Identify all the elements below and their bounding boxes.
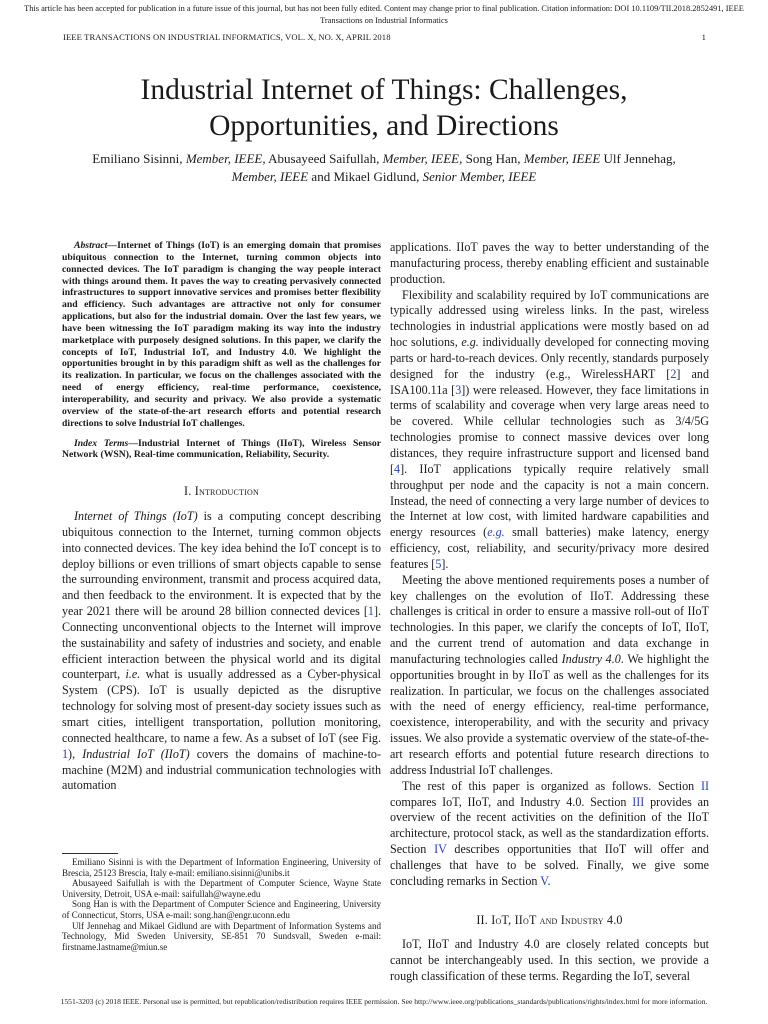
- title-line-2: Opportunities, and Directions: [209, 110, 559, 142]
- p4-text-c: provides an overview of the recent activities on the definition of the IIoT architecture, protocol stack, as well as the standardization efforts. Section: [390, 794, 709, 857]
- citation-link-5[interactable]: 5: [435, 556, 442, 571]
- section-link-5[interactable]: V: [540, 873, 548, 888]
- citation-link-4[interactable]: 4: [394, 461, 401, 476]
- footnote-2: Abusayeed Saifullah is with the Department of Computer Science, Wayne State University, Detroit, USA e-mail: saifullah@wayne.edu: [62, 878, 381, 899]
- p2-text-c: ] and ISA100.11a [: [390, 366, 709, 397]
- section-link-3[interactable]: III: [632, 794, 645, 809]
- intro-text-c: what is usually addressed as a Cyber-physical System (CPS). IoT is usually depicted as the disruptive technology for solving most of present-day society issues such as smart cities, intelligent transportation, pollution monitoring, connected healthcare, to name a few. As a subset of IoT (see Fig.: [62, 667, 381, 745]
- p2-text-e: ]. IIoT applications typically require relatively small throughput per node and the capacity is not a main concern. Instead, the need of connecting a very large number of devices to the Internet at low cost, with limited hardware capabilities and energy resources (: [390, 461, 709, 540]
- publication-notice: This article has been accepted for publication in a future issue of this journal, but has not been fully edited. Content may change prior to final publication. Citation information: DOI 10.1109/TII.2018.2852491, IEEE Transactions on Industrial Informatics: [24, 4, 744, 25]
- abstract-text: —Internet of Things (IoT) is an emerging domain that promises ubiquitous connection to the Internet, turning common objects into connected devices. The IoT paradigm is changing the way people interact with things around them. It paves the way to creating pervasively connected infrastructures to support innovative services and promises better flexibility and efficiency. Such advantages are attractive not only for consumer applications, but also for the industrial domain. Over the last few years, we have been witnessing the IoT paradigm making its way into the industry marketplace with purposely designed solutions. In this paper, we clarify the concepts of IoT, Industrial IoT, and Industry 4.0. We highlight the opportunities brought in by this paradigm shift as well as the challenges for its realization. In particular, we focus on the challenges associated with the need of energy efficiency, real-time performance, coexistence, interoperability, and security and privacy. We also provide a systematic overview of the state-of-the-art research efforts and potential research directions to solve Industrial IoT challenges.: [62, 240, 381, 429]
- paper-title: [60, 72, 708, 144]
- author-footnotes: [62, 857, 381, 952]
- citation-link-2[interactable]: 2: [670, 366, 677, 381]
- author-list: [80, 150, 688, 186]
- citation-link-1[interactable]: 1: [367, 604, 374, 619]
- abstract: [62, 240, 381, 430]
- index-terms-text: —Industrial Internet of Things (IIoT), Wireless Sensor Network (WSN), Real-time communication, Reliability, Security.: [62, 437, 381, 461]
- term-industry-4: Industry 4.0: [561, 651, 621, 666]
- index-terms-label: Index Terms: [74, 437, 129, 449]
- left-column: [62, 240, 381, 794]
- p4-text-e: .: [547, 873, 551, 888]
- right-paragraph-4: [390, 779, 709, 890]
- citation-link-3[interactable]: 3: [455, 382, 462, 397]
- author-3-role: Member, IEEE: [523, 151, 601, 166]
- title-line-1: Industrial Internet of Things: Challenges,: [140, 74, 628, 106]
- p4-text-d: describes opportunities that IIoT will offer and challenges that have to be solved. Finally, we give some concluding remarks in Section: [390, 842, 709, 888]
- term-iiot: Industrial IoT (IIoT): [82, 746, 190, 761]
- intro-paragraph-1: [62, 509, 381, 794]
- p2-text-a: Flexibility and scalability required by IoT communications are typically addressed using wireless links. In the past, wireless technologies in industrial applications were mostly based on ad hoc solutions,: [390, 287, 709, 350]
- journal-name: IEEE TRANSACTIONS ON INDUSTRIAL INFORMATICS, VOL. X, NO. X, APRIL 2018: [63, 32, 391, 42]
- footnote-3: Song Han is with the Department of Computer Science and Engineering, University of Connecticut, Storrs, USA e-mail: song.han@engr.uconn.edu: [62, 899, 381, 920]
- author-5-role: Senior Member, IEEE: [422, 169, 537, 184]
- author-4: Ulf Jennehag,: [600, 151, 676, 166]
- section-link-4[interactable]: IV: [434, 842, 447, 857]
- footnote-4: Ulf Jennehag and Mikael Gidlund are with Department of Information Systems and Technology, Mid Sweden University, SE-851 70 Sundsvall, Sweden e-mail: firstname.lastname@miun.se: [62, 920, 381, 952]
- abstract-label: Abstract: [74, 240, 108, 251]
- author-2-role: Member, IEEE,: [382, 151, 463, 166]
- p2-text-g: ].: [441, 556, 449, 571]
- p2-text-b: individually developed for connecting moving parts or hard-to-reach devices. Only recently, standards purposely designed for the industry (e.g., WirelessHART [: [390, 335, 709, 381]
- author-2: Abusayeed Saifullah,: [265, 151, 383, 166]
- copyright-footer: 1551-3203 (c) 2018 IEEE. Personal use is permitted, but republication/redistribution requires IEEE permission. See http://www.ieee.org/publications_standards/publications/rights/index.html for more information.: [60, 997, 708, 1006]
- right-paragraph-3: [390, 573, 709, 779]
- right-paragraph-2: [390, 288, 709, 573]
- p2-text-d: ]) were released. However, they face limitations in terms of scalability and coverage when very large areas need to be covered. While cellular technologies such as 3/4/5G technologies promise to connect massive devices over long distances, they require infrastructure support and licensed band [: [390, 382, 710, 476]
- intro-text-b: ]. Connecting unconventional objects to the Internet will improve the sustainability and safety of industries and society, and enable efficient interaction between the physical world and its digital counterpart,: [62, 604, 381, 682]
- term-iot: Internet of Things (IoT): [74, 509, 198, 524]
- p2-eg-2: e.g.: [487, 525, 505, 540]
- intro-ie: i.e.: [125, 667, 141, 682]
- figure-link-1[interactable]: 1: [62, 746, 69, 761]
- running-head: [63, 32, 706, 42]
- footnote-rule: [62, 853, 118, 854]
- p4-text-b: compares IoT, IIoT, and Industry 4.0. Section: [390, 794, 633, 809]
- section-1-title: Introduction: [194, 484, 259, 499]
- index-terms: [62, 438, 381, 462]
- right-column: [390, 240, 709, 985]
- p2-eg: e.g.: [461, 335, 479, 350]
- author-1-role: Member, IEEE,: [185, 151, 266, 166]
- author-1: Emiliano Sisinni,: [92, 151, 186, 166]
- section-2-title: IoT, IIoT and Industry 4.0: [491, 912, 623, 927]
- footnote-1: Emiliano Sisinni is with the Department of Information Engineering, University of Brescia, 25123 Brescia, Italy e-mail: emiliano.sisinni@unibs.it: [62, 857, 381, 878]
- author-3: Song Han,: [462, 151, 524, 166]
- intro-text-d: ),: [68, 746, 83, 761]
- intro-text-a: is a computing concept describing ubiquitous connection to the Internet, turning common objects into connected devices. The key idea behind the IoT concept is to deploy billions or even trillions of smart objects capable to sense the surrounding environment, transmit and process acquired data, and then feedback to the environment. It is expected that by the year 2021 there will be around 28 billion connected devices [: [62, 509, 381, 619]
- p3-text-a: Meeting the above mentioned requirements poses a number of key challenges on the evolution of IIoT. Addressing these challenges is critical in order to ensure a massive roll-out of IIoT technologies. In this paper, we clarify the concepts of IoT, IIoT, and the current trend of automation and data exchange in manufacturing technologies called: [390, 572, 709, 666]
- section-2-heading: [390, 913, 709, 929]
- section-link-2[interactable]: II: [700, 778, 709, 793]
- intro-text-e: covers the domains of machine-to-machine (M2M) and industrial communication technologies with automation: [62, 746, 382, 793]
- section-2-number: II.: [476, 912, 492, 927]
- p2-text-f: small batteries) make latency, energy efficiency, cost, reliability, and security/privacy more desired features [: [390, 525, 709, 571]
- p4-text-a: The rest of this paper is organized as follows. Section: [402, 778, 701, 793]
- right-paragraph-5: IoT, IIoT and Industry 4.0 are closely related concepts but cannot be interchangeably used. In this section, we provide a rough classification of these terms. Regarding the IoT, several: [390, 937, 709, 984]
- author-5: and Mikael Gidlund,: [308, 169, 423, 184]
- page-number: 1: [701, 32, 706, 42]
- section-1-heading: [62, 484, 381, 500]
- p3-text-b: . We highlight the opportunities brought in by IIoT as well as the challenges for its realization. In particular, we focus on the challenges associated with the need of energy efficiency, real-time performance, coexistence, interoperability, and with the security and privacy issues. We also provide a systematic overview of the state-of-the-art research efforts and potential future research directions to address Industrial IoT challenges.: [390, 651, 709, 777]
- author-4-role: Member, IEEE: [231, 169, 309, 184]
- right-paragraph-1: applications. IIoT paves the way to better understanding of the manufacturing process, thereby enabling efficient and sustainable production.: [390, 240, 709, 286]
- section-1-number: I.: [184, 484, 195, 499]
